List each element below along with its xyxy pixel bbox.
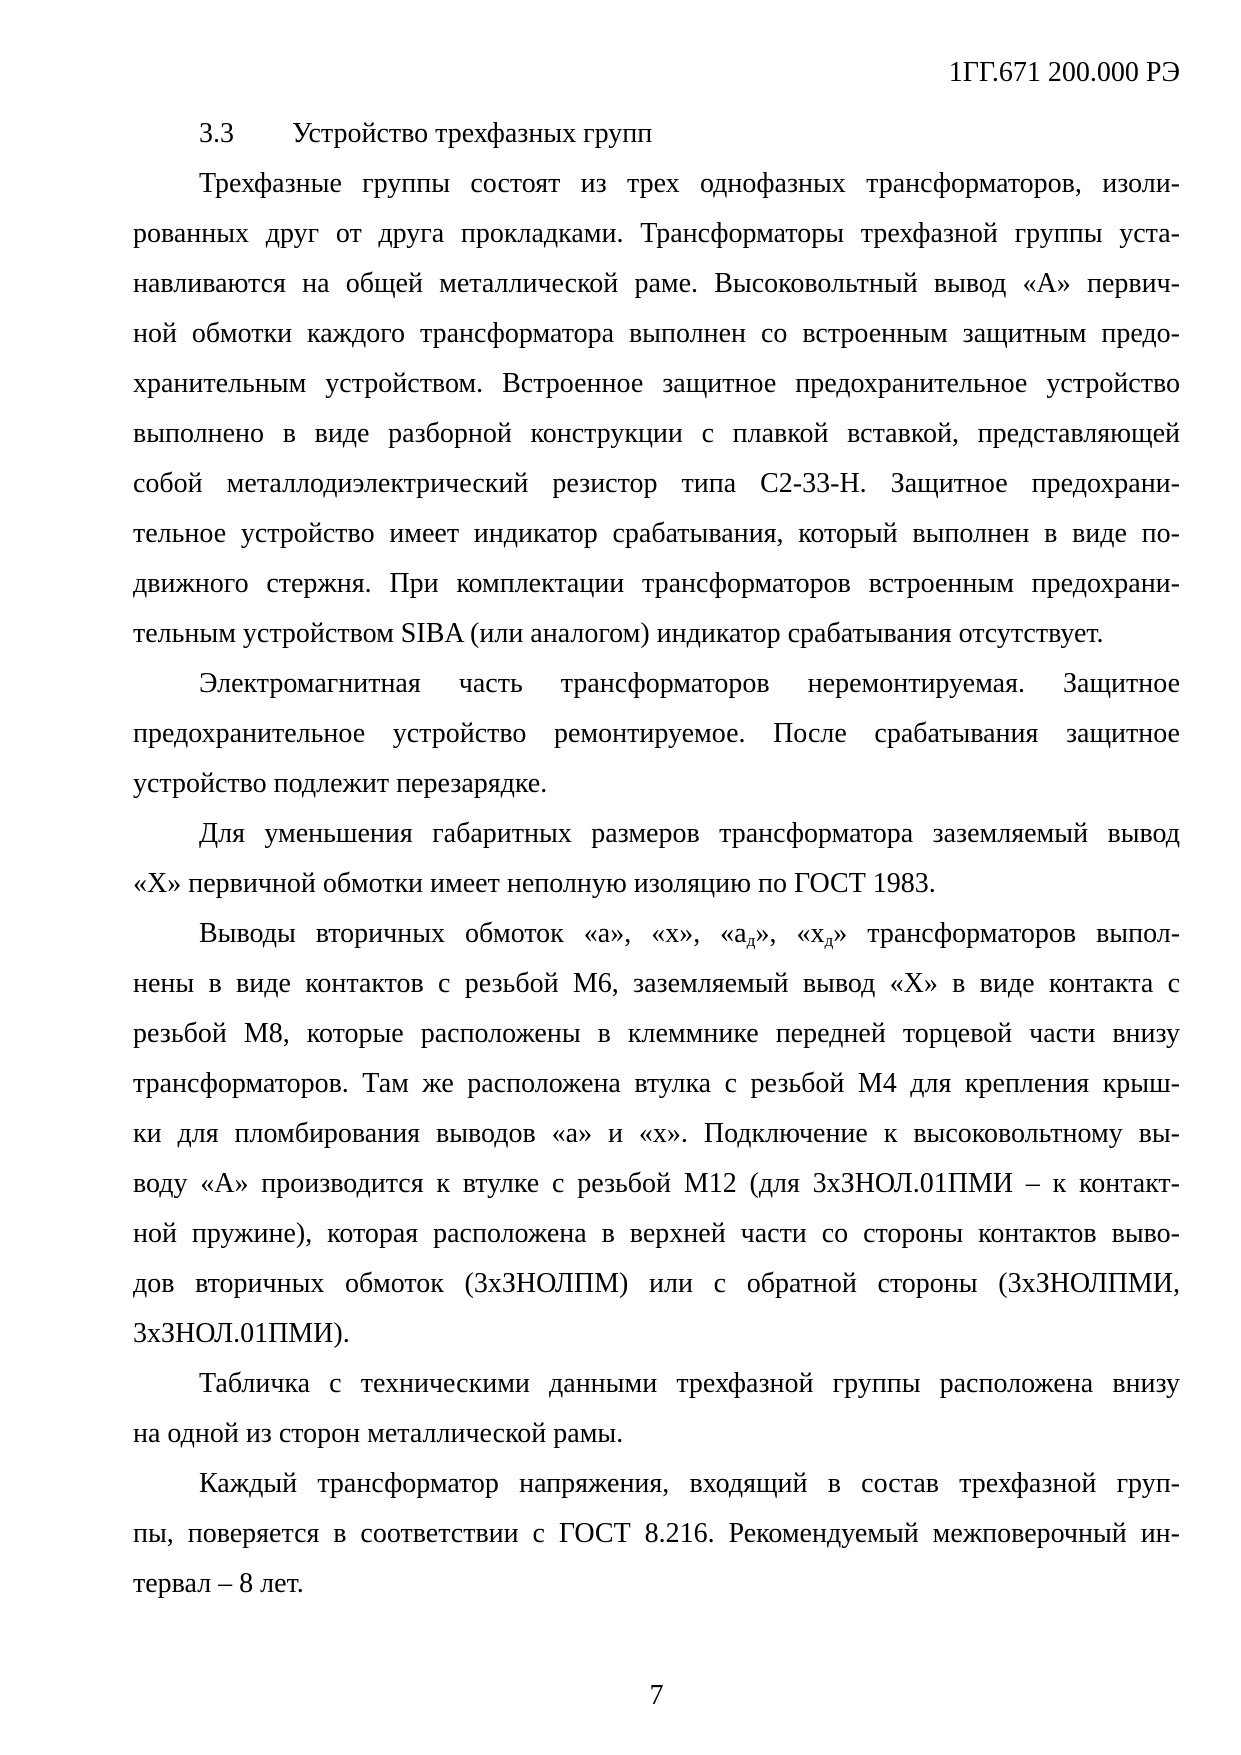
paragraph-line: тельным устройством SIBA (или аналогом) индикатор срабатывания отсутствует. xyxy=(133,618,1104,649)
paragraph-line: выполнено в виде разборной конструкции с плавкой вставкой, представляющей xyxy=(133,418,1180,449)
paragraph-line: предохранительное устройство ремонтируемое. После срабатывания защитное xyxy=(133,718,1180,749)
paragraph-line: трансформаторов. Там же расположена втулка с резьбой М4 для крепления крыш- xyxy=(133,1068,1180,1099)
paragraph-line: 3хЗНОЛ.01ПМИ). xyxy=(133,1318,350,1349)
paragraph-line: ки для пломбирования выводов «а» и «х». Подключение к высоковольтному вы- xyxy=(133,1118,1180,1149)
document-content xyxy=(133,109,1180,1609)
paragraph-line: Табличка с техническими данными трехфазной группы расположена внизу xyxy=(199,1368,1180,1399)
section-heading xyxy=(133,109,1180,159)
paragraph-line: собой металлодиэлектрический резистор типа С2-33-Н. Защитное предохрани- xyxy=(133,468,1180,499)
paragraph-line: пы, поверяется в соответствии с ГОСТ 8.216. Рекомендуемый межповерочный ин- xyxy=(133,1518,1180,1549)
paragraph-line: рованных друг от друга прокладками. Трансформаторы трехфазной группы уста- xyxy=(133,218,1180,249)
paragraph-line: движного стержня. При комплектации трансформаторов встроенным предохрани- xyxy=(133,568,1180,599)
section-title: Устройство трехфазных групп xyxy=(292,118,653,149)
paragraph-line: нены в виде контактов с резьбой М6, заземляемый вывод «Х» в виде контакта с xyxy=(133,968,1180,999)
line-segment: », «х xyxy=(755,918,825,949)
paragraphs xyxy=(133,159,1180,1609)
paragraph-line: навливаются на общей металлической раме. Высоковольтный вывод «А» первич- xyxy=(133,268,1180,299)
page-number: 7 xyxy=(649,1680,664,1711)
paragraph-line: «Х» первичной обмотки имеет неполную изоляцию по ГОСТ 1983. xyxy=(133,868,936,899)
paragraph-line: Каждый трансформатор напряжения, входящий в состав трехфазной груп- xyxy=(199,1468,1180,1499)
doc-number: 1ГГ.671 200.000 РЭ xyxy=(948,57,1180,88)
paragraph-line: воду «А» производится к втулке с резьбой М12 (для 3хЗНОЛ.01ПМИ – к контакт- xyxy=(133,1168,1180,1199)
line-segment: Выводы вторичных обмоток «а», «х», «а xyxy=(199,918,747,949)
paragraph-line: резьбой М8, которые расположены в клеммнике передней торцевой части внизу xyxy=(133,1018,1180,1049)
paragraph-line: ной обмотки каждого трансформатора выполнен со встроенным защитным предо- xyxy=(133,318,1180,349)
line-segment: » трансформаторов выпол- xyxy=(833,918,1181,949)
paragraph-line: на одной из сторон металлической рамы. xyxy=(133,1418,624,1449)
paragraph-line: дов вторичных обмоток (3хЗНОЛПМ) или с обратной стороны (3хЗНОЛПМИ, xyxy=(133,1268,1180,1299)
paragraph-line xyxy=(133,909,1180,959)
paragraph-line: Трехфазные группы состоят из трех однофазных трансформаторов, изоли- xyxy=(199,168,1180,199)
paragraph-line: тервал – 8 лет. xyxy=(133,1568,304,1599)
paragraph-line: ной пружине), которая расположена в верхней части со стороны контактов выво- xyxy=(133,1218,1180,1249)
paragraph-line: Электромагнитная часть трансформаторов неремонтируемая. Защитное xyxy=(199,668,1180,699)
subscript-text: д xyxy=(824,930,834,950)
section-number: 3.3 xyxy=(199,118,234,149)
paragraph-line: хранительным устройством. Встроенное защитное предохранительное устройство xyxy=(133,368,1180,399)
paragraph-line: устройство подлежит перезарядке. xyxy=(133,768,548,799)
paragraph-line: Для уменьшения габаритных размеров трансформатора заземляемый вывод xyxy=(199,818,1180,849)
paragraph-line: тельное устройство имеет индикатор срабатывания, который выполнен в виде по- xyxy=(133,518,1180,549)
subscript-text: д xyxy=(746,930,756,950)
